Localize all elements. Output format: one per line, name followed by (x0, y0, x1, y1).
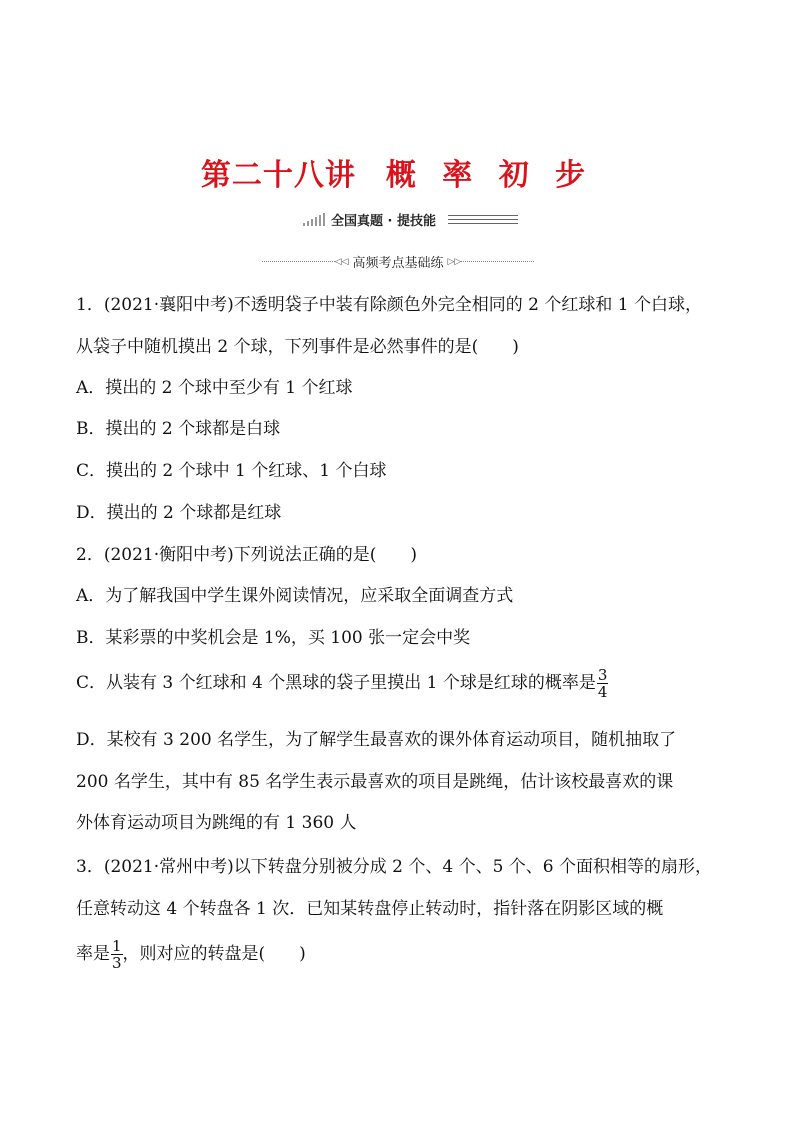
question-3-line-1: 3．(2021·常州中考)以下转盘分别被分成 2 个、4 个、5 个、6 个面积相等的扇形， (76, 857, 713, 877)
title-lecture: 第二十八讲 (200, 158, 356, 193)
option-c-text: C．从装有 3 个红球和 4 个黑球的袋子里摸出 1 个球是红球的概率是 (76, 673, 596, 693)
decorative-lines (448, 212, 518, 227)
title-topic: 概 率 初 步 (385, 158, 594, 193)
fraction (597, 667, 609, 700)
divider-right (461, 261, 534, 262)
subheading (262, 252, 534, 271)
question-2-line-1: 2．(2021·衡阳中考)下列说法正确的是( ) (76, 545, 418, 565)
fraction-numerator: 1 (112, 937, 122, 955)
question-2-option-b: B．某彩票的中奖机会是 1%，买 100 张一定会中奖 (76, 628, 471, 648)
question-1-option-d: D．摸出的 2 个球都是红球 (76, 503, 282, 523)
question-1-option-c: C．摸出的 2 个球中 1 个红球、1 个白球 (76, 461, 387, 481)
question-1-option-b: B．摸出的 2 个球都是白球 (76, 419, 281, 439)
question-3-line-3 (76, 938, 306, 971)
question-1-line-1: 1．(2021·襄阳中考)不透明袋子中装有除颜色外完全相同的 2 个红球和 1 个白球， (76, 295, 702, 315)
q3-text-b: ，则对应的转盘是( ) (122, 944, 306, 964)
question-3-line-2: 任意转动这 4 个转盘各 1 次．已知某转盘停止转动时，指针落在阴影区域的概 (76, 899, 664, 919)
fraction-numerator: 3 (597, 666, 608, 684)
question-1-option-a: A．摸出的 2 个球中至少有 1 个红球 (76, 378, 353, 398)
divider-left (262, 261, 335, 262)
fraction-denominator: 3 (112, 954, 122, 972)
triangle-right-icon: ▷▷ (447, 256, 462, 267)
signal-bars-icon (303, 212, 325, 226)
subheading-text: 高频考点基础练 (352, 256, 444, 271)
section-banner (303, 209, 518, 229)
question-2-option-d-line-2: 200 名学生，其中有 85 名学生表示最喜欢的项目是跳绳，估计该校最喜欢的课 (76, 772, 674, 792)
q3-text-a: 率是 (76, 944, 110, 964)
question-2-option-d-line-1: D．某校有 3 200 名学生，为了解学生最喜欢的课外体育运动项目，随机抽取了 (76, 730, 677, 750)
page-title (0, 150, 794, 194)
question-1-line-2: 从袋子中随机摸出 2 个球，下列事件是必然事件的是( ) (76, 337, 519, 357)
question-2-option-c (76, 667, 608, 700)
fraction-denominator: 4 (597, 683, 608, 701)
question-2-option-d-line-3: 外体育运动项目为跳绳的有 1 360 人 (76, 813, 357, 833)
fraction (111, 938, 123, 971)
banner-text: 全国真题 · 提技能 (331, 213, 436, 229)
triangle-left-icon: ◁◁ (334, 256, 349, 267)
question-2-option-a: A．为了解我国中学生课外阅读情况，应采取全面调查方式 (76, 586, 514, 606)
